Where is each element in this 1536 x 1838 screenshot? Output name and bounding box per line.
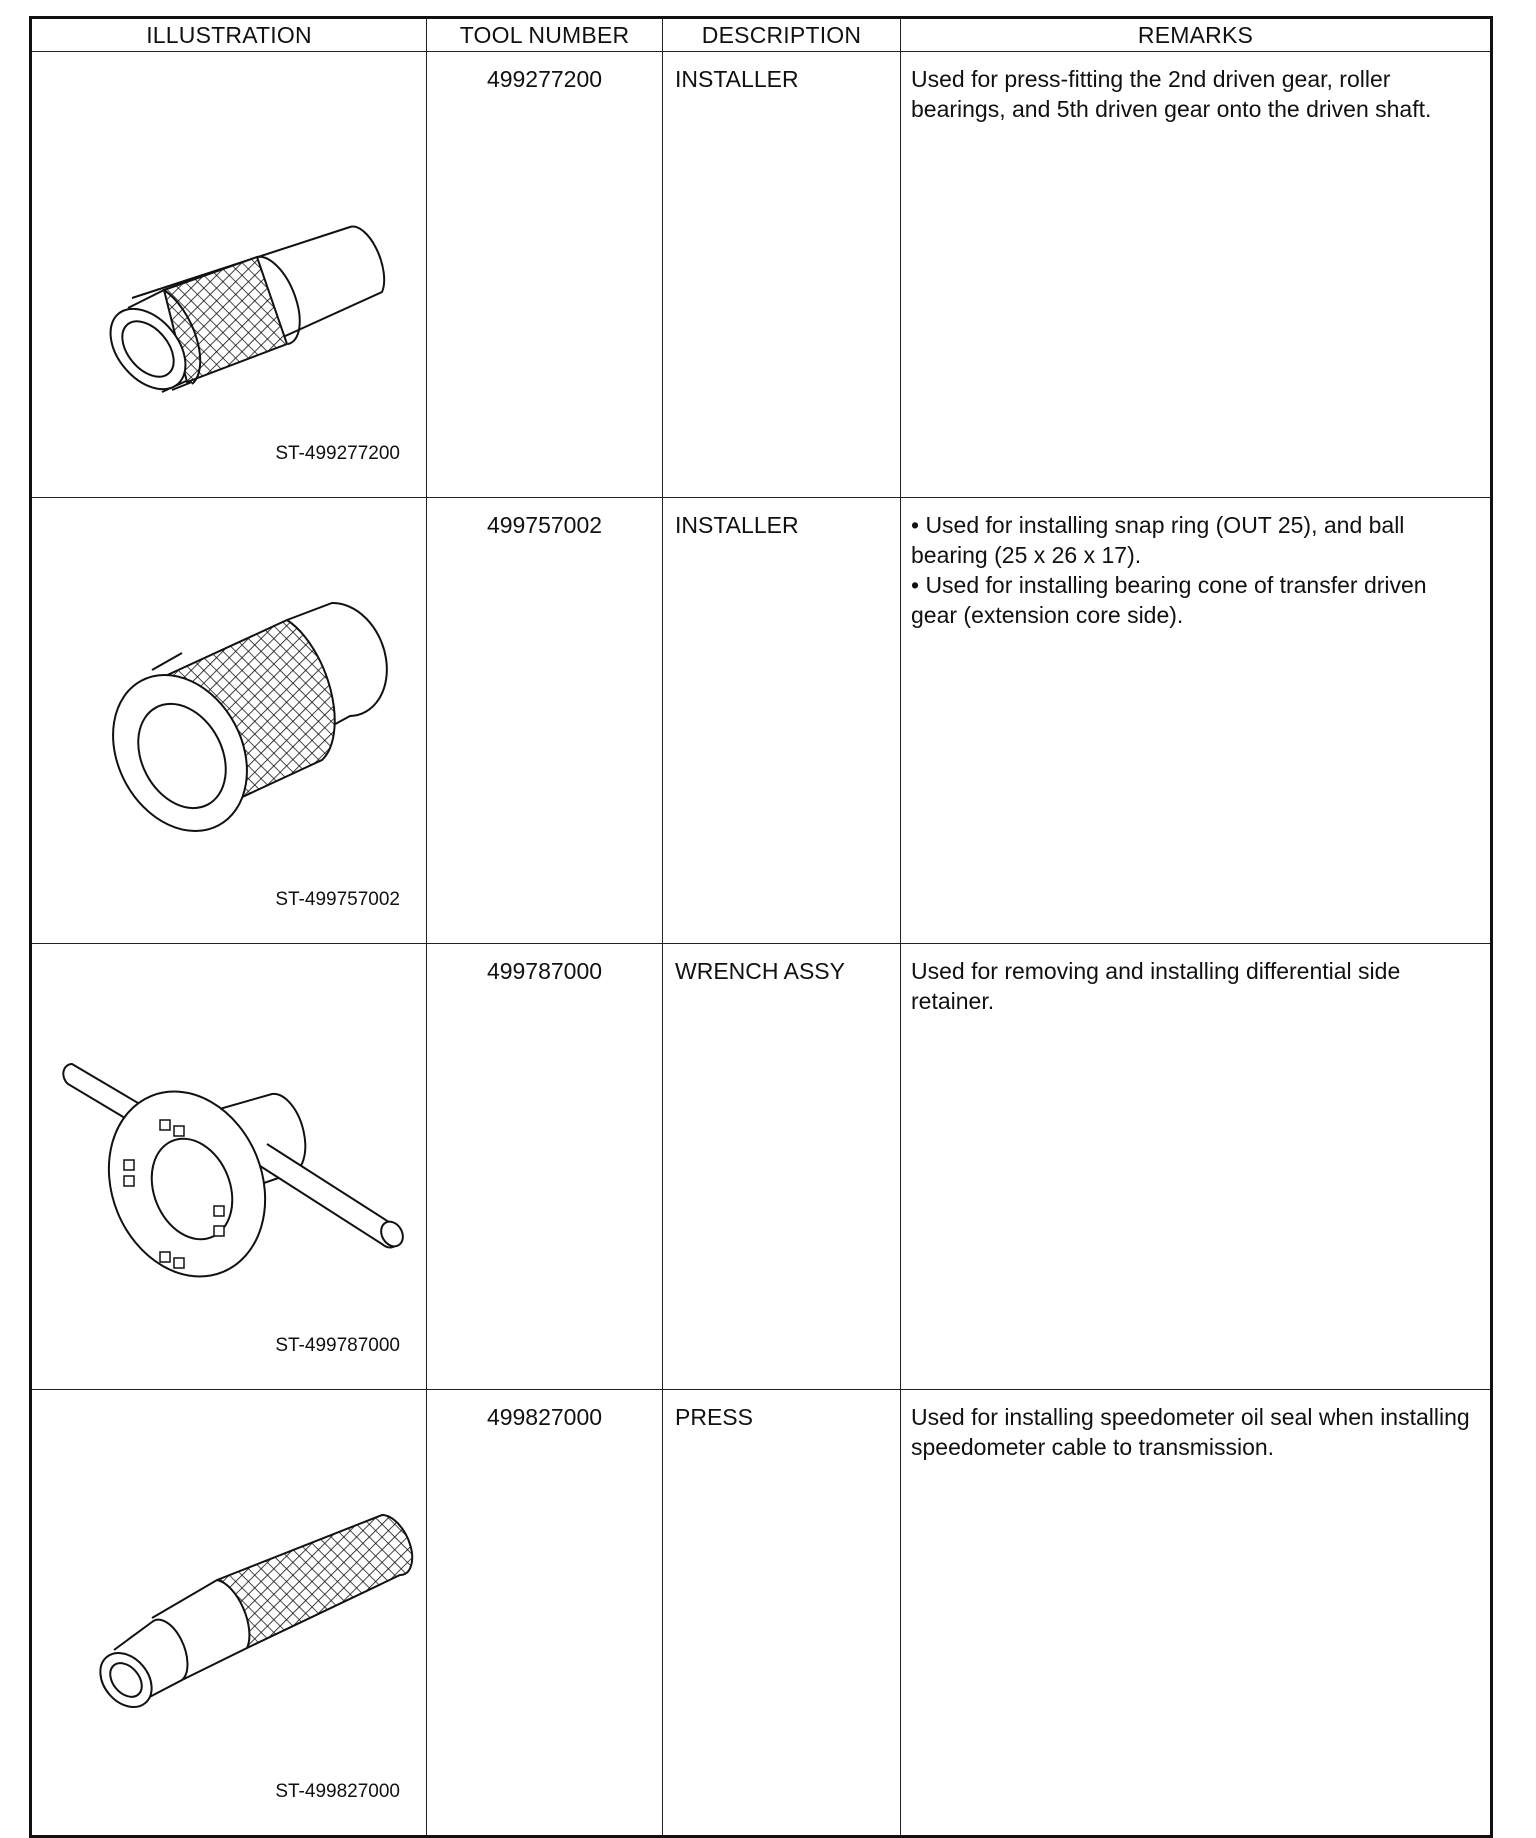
tool-remarks [901,944,1492,1390]
remark-text: Used for press-fitting the 2nd driven gear, roller bearings, and 5th driven gear onto the driven shaft. [911,66,1432,122]
illustration-caption: ST-499787000 [275,1335,400,1356]
tool-number: 499787000 [427,944,663,1390]
table-row [31,498,1492,944]
illustration-cell [31,498,427,944]
installer-illustration [32,498,428,931]
tool-description: INSTALLER [663,52,901,498]
header-tool-number: TOOL NUMBER [427,18,663,52]
illustration-cell [31,52,427,498]
remark-text: Used for removing and installing differential side retainer. [911,958,1401,1014]
tool-description: PRESS [663,1390,901,1837]
remark-text: Used for installing speedometer oil seal when installing speedometer cable to transmission. [911,1404,1470,1460]
table-row [31,944,1492,1390]
illustration-cell [31,944,427,1390]
tool-number: 499277200 [427,52,663,498]
tool-number: 499757002 [427,498,663,944]
header-illustration: ILLUSTRATION [31,18,427,52]
special-tools-table [29,16,1493,1838]
remark-bullet: • Used for installing bearing cone of transfer driven gear (extension core side). [911,572,1427,628]
header-description: DESCRIPTION [663,18,901,52]
tool-remarks [901,1390,1492,1837]
tool-description: WRENCH ASSY [663,944,901,1390]
remark-bullet: • Used for installing snap ring (OUT 25), and ball bearing (25 x 26 x 17). [911,512,1405,568]
table-row [31,1390,1492,1837]
tool-remarks [901,52,1492,498]
illustration-caption: ST-499827000 [275,1781,400,1802]
tool-number: 499827000 [427,1390,663,1837]
wrench-assy-illustration [32,944,428,1377]
tool-description: INSTALLER [663,498,901,944]
header-remarks: REMARKS [901,18,1492,52]
table-row [31,52,1492,498]
press-illustration [32,1390,428,1823]
illustration-cell [31,1390,427,1837]
illustration-caption: ST-499757002 [275,889,400,910]
tool-remarks [901,498,1492,944]
illustration-caption: ST-499277200 [275,443,400,464]
header-row [31,18,1492,52]
installer-illustration [32,52,428,485]
